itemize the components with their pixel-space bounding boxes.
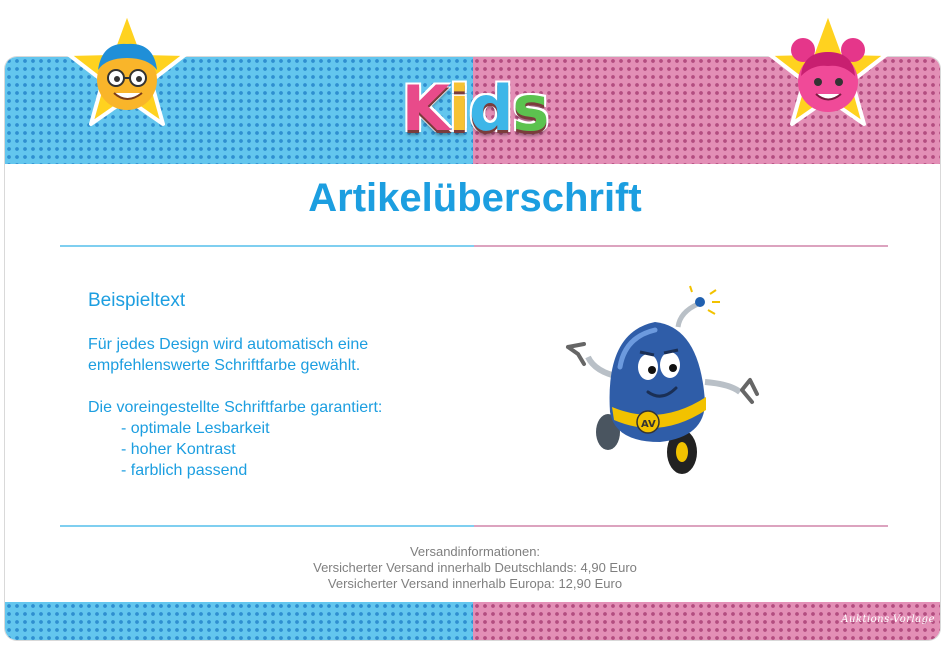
kids-logo <box>0 72 950 145</box>
list-item: - farblich passend <box>121 462 248 479</box>
content-heading: Beispieltext <box>88 290 186 311</box>
shipping-info <box>0 544 950 592</box>
robot-badge-text: AV <box>641 419 656 430</box>
shipping-heading: Versandinformationen: <box>409 544 541 559</box>
logo-letter-s: s <box>512 72 549 145</box>
footer-pattern-blue <box>5 602 473 640</box>
feature-list <box>121 418 518 481</box>
logo-letter-k: K <box>401 72 449 145</box>
divider-top-pink <box>474 245 888 247</box>
paragraph-spacer <box>88 376 518 397</box>
list-item: - hoher Kontrast <box>121 441 236 458</box>
footer-pattern-band <box>5 602 940 640</box>
divider-top <box>60 245 888 247</box>
article-title: Artikelüberschrift <box>308 176 642 220</box>
content-paragraph-1-line-2: empfehlenswerte Schriftfarbe gewählt. <box>88 357 361 374</box>
shipping-line-germany: Versicherter Versand innerhalb Deutschlands: 4,90 Euro <box>313 560 637 575</box>
logo-letter-i: i <box>448 72 469 145</box>
divider-top-blue <box>60 245 474 247</box>
divider-bottom <box>60 525 888 527</box>
shipping-line-europe: Versicherter Versand innerhalb Europa: 12,90 Euro <box>327 576 623 591</box>
content-paragraph-1-line-1: Für jedes Design wird automatisch eine <box>88 336 369 353</box>
robot-mascot-icon <box>560 282 760 482</box>
content-paragraph-2: Die voreingestellte Schriftfarbe garantiert: <box>88 399 383 416</box>
divider-bottom-blue <box>60 525 474 527</box>
divider-bottom-pink <box>474 525 888 527</box>
content-block <box>88 290 518 481</box>
watermark: Auktions-Vorlage <box>841 614 935 625</box>
list-item: - optimale Lesbarkeit <box>121 420 270 437</box>
logo-letter-d: d <box>469 72 513 145</box>
